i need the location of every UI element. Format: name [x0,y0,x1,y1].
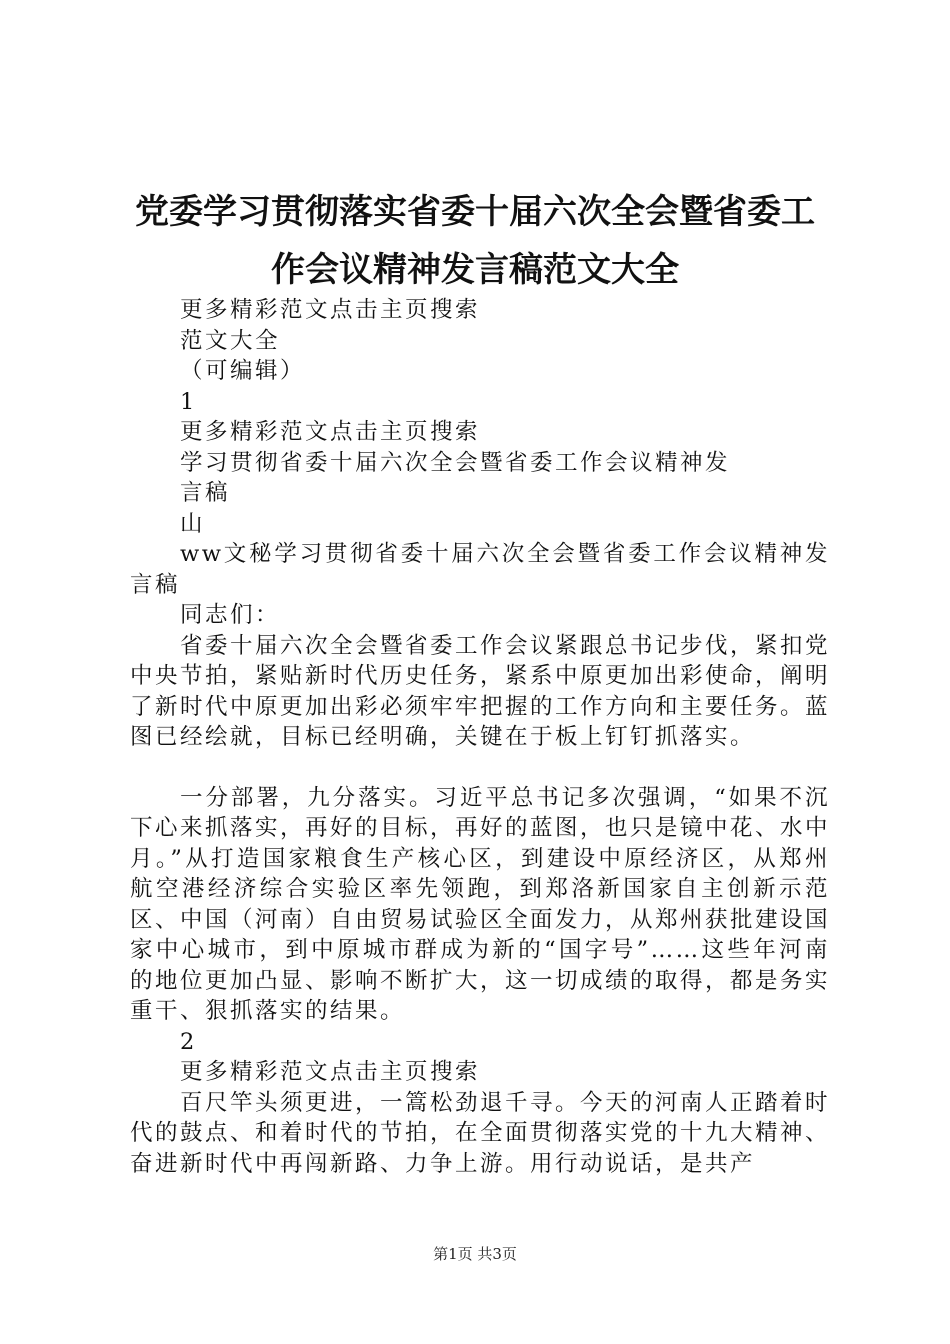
document-body [130,295,830,1179]
paragraph-2: 一分部署，九分落实。习近平总书记多次强调，“如果不沉下心来抓落实，再好的目标，再好的蓝图，也只是镜中花、水中月。”从打造国家粮食生产核心区，到建设中原经济区，从郑州航空港经济综合实验区率先领跑，到郑洛新国家自主创新示范区、中国（河南）自由贸易试验区全面发力，从郑州获批建设国家中心城市，到中原城市群成为新的“国字号”……这些年河南的地位更加凸显、影响不断扩大，这一切成绩的取得，都是务实重干、狠抓落实的结果。 [130,784,831,1024]
document-title-line-2: 作会议精神发言稿范文大全 [271,250,679,290]
paragraph-3: 百尺竿头须更进，一篙松劲退千寻。今天的河南人正踏着时代的鼓点、和着时代的节拍，在全面贯彻落实党的十九大精神、奋进新时代中再闯新路、力争上游。用行动说话，是共产 [130,1089,831,1177]
document-title-line-1: 党委学习贯彻落实省委十届六次全会暨省委工 [135,192,815,232]
heading-text-continued: 言稿 [180,480,231,506]
paragraph-1: 省委十届六次全会暨省委工作会议紧跟总书记步伐，紧扣党中央节拍，紧贴新时代历史任务，紧系中原更加出彩使命，阐明了新时代中原更加出彩必须牢牢把握的工作方向和主要任务。蓝图已经绘就，目标已经明确，关键在于板上钉钉抓落实。 [130,632,831,750]
more-link-text: 更多精彩范文点击主页搜索 [180,297,481,323]
intro-paragraph: ww文秘学习贯彻省委十届六次全会暨省委工作会议精神发言稿 [130,541,830,598]
page-marker-1: 1 [180,388,195,415]
page-marker-2: 2 [180,1028,195,1055]
more-link-text: 更多精彩范文点击主页搜索 [180,1059,481,1085]
page-footer: 第1页 共3页 [433,1245,517,1263]
subtitle-text: 范文大全 [180,327,281,354]
greeting-text: 同志们： [180,602,281,628]
editable-note: （可编辑） [180,358,306,384]
stray-text: 山 [180,510,206,537]
heading-text: 学习贯彻省委十届六次全会暨省委工作会议精神发 [180,449,731,476]
more-link-text: 更多精彩范文点击主页搜索 [180,419,481,445]
